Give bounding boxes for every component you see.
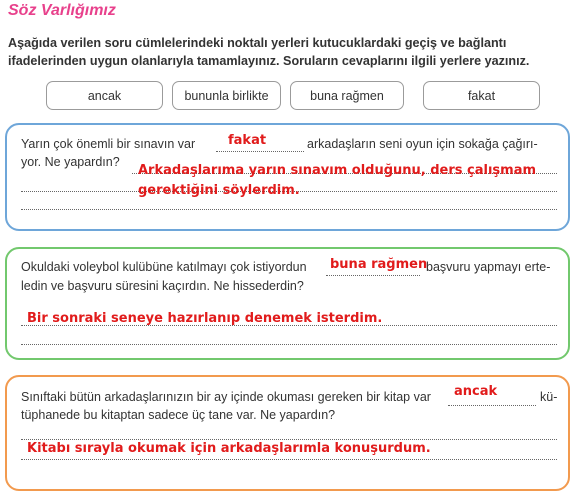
question-card-3 [5,375,570,491]
option-chip-buna-ragmen[interactable]: buna rağmen [290,81,404,110]
question-3-line-1-start: Sınıftaki bütün arkadaşlarınızın bir ay içinde okuması gereken bir kitap var [21,390,431,404]
instructions-text: Aşağıda verilen soru cümlelerindeki noktalı yerleri kutucuklardaki geçiş ve bağlantı ifadelerinden uygun olanlarıyla tamamlayınız. Soruların cevaplarını ilgili yerlere yazınız. [8,36,530,68]
question-2-line-1-start: Okuldaki voleybol kulübüne katılmayı çok istiyordun [21,260,307,274]
option-chip-bununla-birlikte[interactable]: bununla birlikte [172,81,281,110]
question-1-blank[interactable] [216,151,304,152]
answer-3-dotted-line-1[interactable] [21,439,557,440]
answer-1-line-2: gerektiğini söylerdim. [138,183,300,198]
answer-3-line-1: Kitabı sırayla okumak için arkadaşlarımla konuşurdum. [27,441,431,456]
question-1-line-1-start: Yarın çok önemli bir sınavın var [21,137,196,151]
question-card-1 [5,123,570,231]
question-card-2 [5,247,570,360]
answer-1-dotted-line-3[interactable] [21,209,557,210]
answer-2-dotted-line-2[interactable] [21,344,557,345]
question-2-filled-word: buna rağmen [330,257,428,272]
question-2-blank[interactable] [326,275,420,276]
question-2-line-1-end: başvuru yapmayı erte- [426,260,551,274]
question-1-line-1-end: arkadaşların seni oyun için sokağa çağırı- [307,137,538,151]
option-chip-ancak[interactable]: ancak [46,81,163,110]
answer-2-line-1: Bir sonraki seneye hazırlanıp denemek isterdim. [27,311,383,326]
option-chip-fakat[interactable]: fakat [423,81,540,110]
question-3-line-1-end: kü- [540,390,558,404]
section-title: Söz Varlığımız [8,2,116,19]
answer-3-dotted-line-2[interactable] [21,459,557,460]
question-3-filled-word: ancak [454,384,498,399]
question-2-line-2: ledin ve başvuru süresini kaçırdın. Ne hissederdin? [21,279,304,293]
question-3-line-2: tüphanede bu kitaptan sadece üç tane var. Ne yapardın? [21,408,336,422]
question-3-blank[interactable] [448,405,536,406]
question-1-filled-word: fakat [228,133,267,148]
question-1-line-2: yor. Ne yapardın? [21,155,120,169]
answer-1-line-1: Arkadaşlarıma yarın sınavım olduğunu, ders çalışmam [138,163,537,178]
